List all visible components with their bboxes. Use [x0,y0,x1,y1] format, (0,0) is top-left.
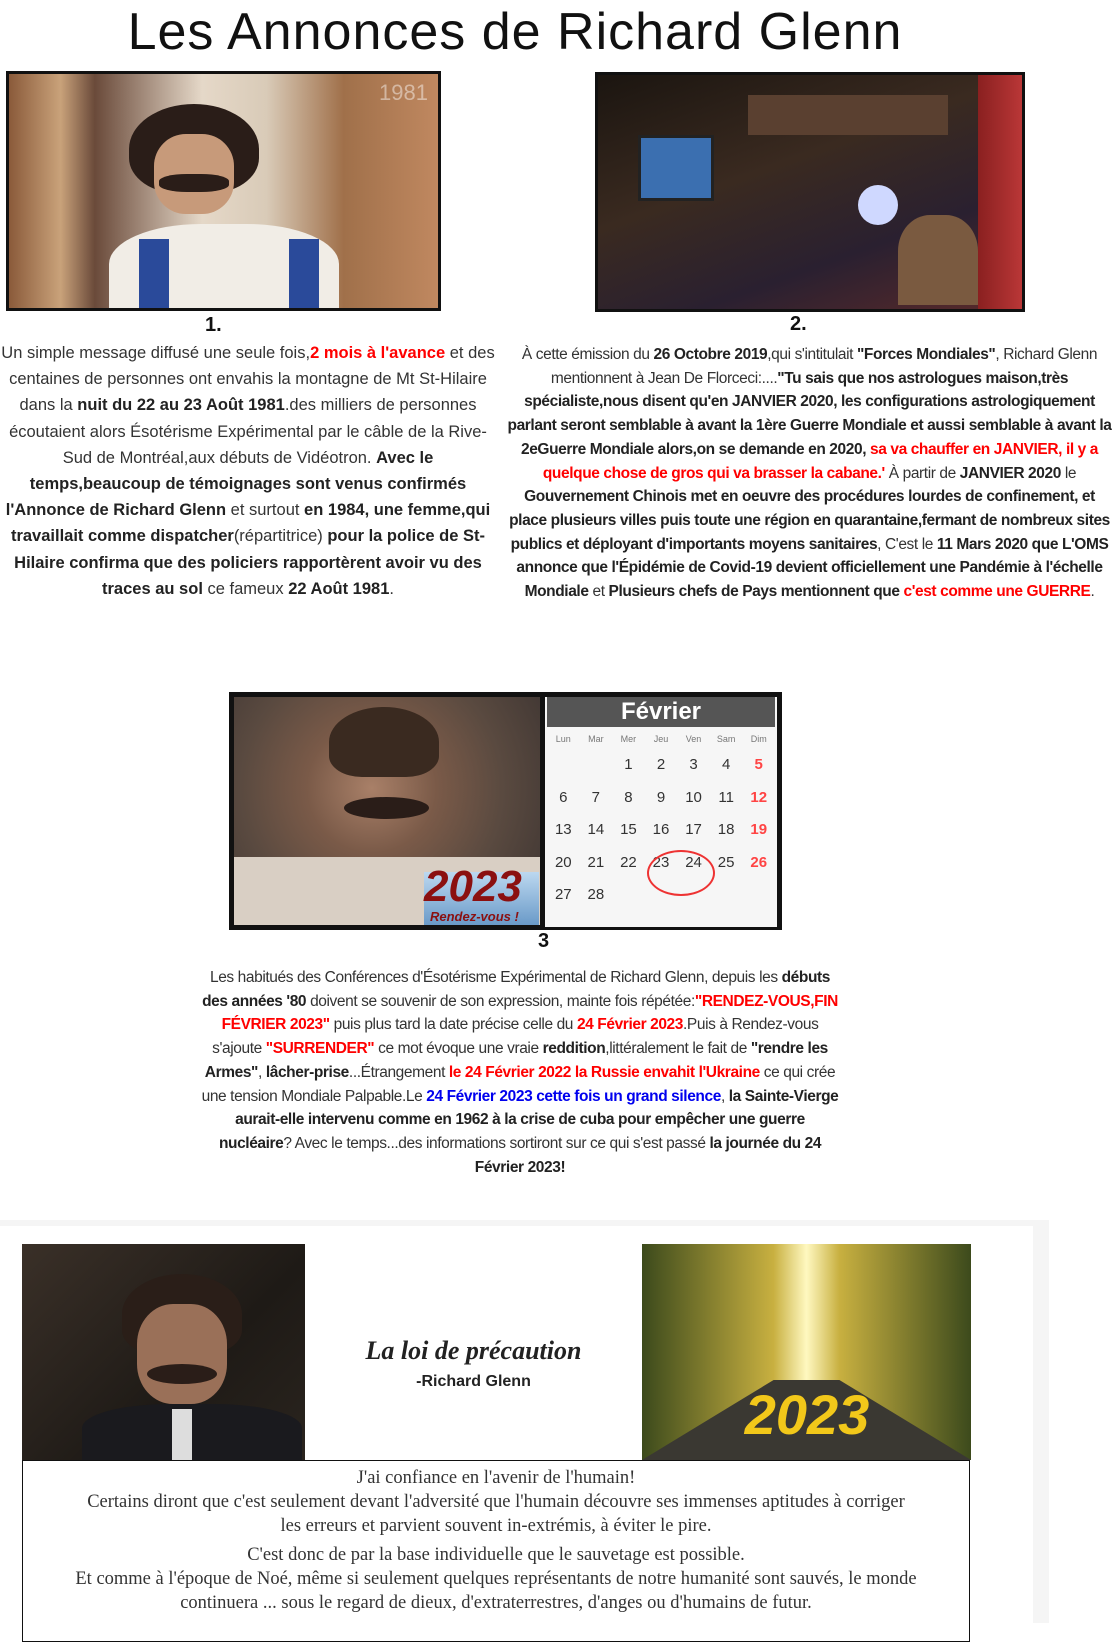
richard-glenn-1981-photo [6,71,441,311]
calendar-day: 23 [652,853,670,871]
text-segment: Gouvernement Chinois met en oeuvre des procédures lourdes de confinement, et place plusieurs villes puis toute une région en quarantaine,fermant de nombreux sites publics et déployant d'importants moyens sanitaires [509,488,1110,553]
section-2-number: 2. [790,313,807,335]
calendar-day: 24 [685,853,702,871]
calendar-day: 22 [620,853,637,871]
calendar-day: 14 [587,821,605,838]
text-segment: ce mot évoque une vraie [374,1040,543,1058]
calendar-blank [547,749,580,782]
text-segment: À partir de [884,464,960,482]
calendar-day: 1 [624,756,633,773]
quote-line: C'est donc de par la base individuelle que le sauvetage est possible. [247,1545,745,1566]
calendar-month: Février [547,697,775,727]
text-segment: 24 Février 2023 cette fois un grand silence [426,1087,721,1105]
text-segment: ce qui crée une tension Mondiale Palpable.Le [201,1063,836,1105]
page-title: Les Annonces de Richard Glenn [127,3,903,61]
calendar-day: 21 [587,853,605,871]
section-1-number: 1. [205,314,222,336]
text-segment: pour la police de St-Hilaire confirma que des policiers rapportèrent avoir vu des traces au sol [14,527,486,598]
calendar-day: 8 [624,788,633,806]
calendar-day: 15 [620,821,637,838]
text-segment: À cette émission du [521,346,654,363]
text-segment: 22 Août 1981 [288,579,390,598]
quote-line: Certains diront que c'est seulement devant l'adversité que l'humain découvre ses immenses aptitudes à corriger les erreurs et parvient souvent in-extrémis, à éviter le pire. [87,1491,905,1536]
quote-line: Et comme à l'époque de Noé, même si seulement quelques représentants de notre humanité sont sauvés, le monde continuera ... sous le regard de dieux, d'extraterrestres, d'anges ou d'humains de futur. [75,1569,917,1613]
calendar-day: 16 [652,821,670,838]
text-segment: .des milliers de personnes écoutaient alors Ésotérisme Expérimental par le câble de la Rive-Sud de Montréal,aux débuts de Vidéotron. [9,396,487,467]
weekday-label: Ven [685,734,702,744]
badge-2023: 2023 [424,862,522,911]
weekday-label: Sam [716,734,736,744]
calendar-day: 20 [554,853,572,871]
calendar-day: 3 [689,756,698,773]
weekday-label: Dim [750,734,767,744]
text-segment: , [720,1087,729,1105]
calendar-blank [580,749,613,782]
text-segment: "rendre les Armes" [204,1040,828,1081]
calendar-day: 27 [554,886,572,903]
richard-glenn-portrait [22,1244,305,1460]
section-3-number: 3 [538,930,550,952]
weekday-label: Mer [620,734,637,744]
text-segment: 2 mois à l'avance [310,344,446,362]
calendar-day: 7 [591,788,601,806]
text-segment: ,littéralement le fait de [605,1040,751,1058]
text-segment: , C'est le [877,535,937,553]
badge-rendez-vous: Rendez-vous ! [430,909,519,924]
text-segment: la journée du 24 Février 2023! [474,1134,822,1176]
calendar-day: 18 [717,821,735,838]
text-segment: 11 Mars 2020 que L'OMS annonce que l'Épidémie de Covid-19 devient officiellement une Pandémie à l'échelle Mondiale [516,535,1109,601]
calendar-day: 28 [587,886,605,903]
calendar-day: 25 [717,853,735,871]
text-segment: ,qui s'intitulait [767,346,857,363]
quote-line: J'ai confiance en l'avenir de l'humain! [356,1468,636,1488]
weekday-label: Lun [555,734,571,744]
image-year-overlay: 1981 [379,80,428,105]
calendar-day: 26 [750,853,768,871]
text-segment: . [1090,583,1095,601]
text-segment: "RENDEZ-VOUS,FIN FÉVRIER 2023" [221,992,838,1034]
text-segment: Les habitués des Conférences d'Ésotérisme Expérimental de Richard Glenn, depuis les [209,969,782,986]
text-segment: débuts des années '80 [202,969,831,1010]
text-segment: ...Étrangement [348,1063,449,1081]
text-segment: "SURRENDER" [265,1040,375,1058]
text-segment: , Richard Glenn mentionnent à Jean De Florceci:.... [550,346,1098,387]
text-segment: et des centaines de personnes ont envahis la montagne de Mt St-Hilaire dans la [9,344,495,415]
weekday-label: Mar [588,734,604,744]
calendar-day: 13 [554,821,572,838]
calendar-day: 6 [559,788,568,806]
text-segment: ce fameux [202,579,289,598]
calendar-day: 9 [656,788,666,806]
text-segment: . [389,579,394,598]
precaution-author: -Richard Glenn [416,1373,531,1390]
text-segment: ? Avec le temps...des informations sortiront sur ce qui s'est passé [283,1134,710,1152]
text-segment: 24 Février 2023 [576,1016,683,1034]
calendar-day: 17 [685,821,702,838]
precaution-quote [22,1460,970,1642]
text-segment: le 24 Février 2022 la Russie envahit l'Ukraine [448,1063,760,1081]
text-segment: "Tu sais que nos astrologues maison,très spécialiste,nous disent qu'en JANVIER 2020, les configurations astrologiquement parlant seront semblable à avant la 1ère Guerre Mondiale et aussi semblable à avant la 2eGuerre Mondiale alors,on se demande en 2020, [507,369,1112,458]
text-segment: et [588,583,609,601]
february-calendar [545,697,777,927]
section-3-text [200,966,840,1179]
calendar-day: 19 [750,821,768,838]
calendar-day: 12 [750,788,768,806]
section-2-text [505,343,1114,604]
text-segment: c'est comme une GUERRE [903,583,1091,601]
text-segment: JANVIER 2020 [959,464,1061,482]
text-segment: sa va chauffer en JANVIER, il y a quelque chose de gros qui va brasser la cabane.' [542,440,1099,482]
text-segment: Avec le temps,beaucoup de témoignages sont venus confirmés l'Annonce de Richard Glenn [5,448,467,520]
text-segment: en 1984, une femme,qui travaillait comme dispatcher [10,501,491,546]
calendar-day: 5 [754,756,763,773]
text-segment: la Sainte-Vierge aurait-elle intervenu comme en 1962 à la crise de cuba pour empêcher une guerre nucléaire [218,1087,839,1152]
calendar-day: 11 [718,788,734,806]
text-segment: "Forces Mondiales" [856,346,996,363]
section-1-text [0,340,496,602]
calendar-day: 10 [685,788,702,806]
road-2023-image [642,1244,971,1460]
text-segment: 26 Octobre 2019 [653,346,768,363]
text-segment: Plusieurs chefs de Pays mentionnent que [608,583,904,601]
studio-photo [595,72,1025,312]
text-segment: et surtout [226,501,305,520]
text-segment: doivent se souvenir de son expression, mainte fois répétée: [306,992,695,1010]
text-segment: (répartitrice) [233,527,328,546]
weekday-label: Jeu [653,734,669,744]
road-2023-text: 2023 [744,1383,870,1446]
text-segment: nuit du 22 au 23 Août 1981 [77,396,285,415]
precaution-heading: La loi de précaution [365,1336,582,1365]
text-segment: Un simple message diffusé une seule fois, [1,344,311,362]
text-segment: .Puis à Rendez-vous s'ajoute [212,1016,819,1058]
text-segment: le [1060,464,1077,482]
text-segment: lâcher-prise [265,1063,349,1081]
highlight-circle [647,850,715,896]
text-segment: reddition [542,1040,606,1058]
text-segment: , [258,1063,266,1081]
text-segment: puis plus tard la date précise celle du [329,1016,577,1034]
calendar-day: 2 [656,756,666,773]
calendar-day: 4 [721,756,731,773]
